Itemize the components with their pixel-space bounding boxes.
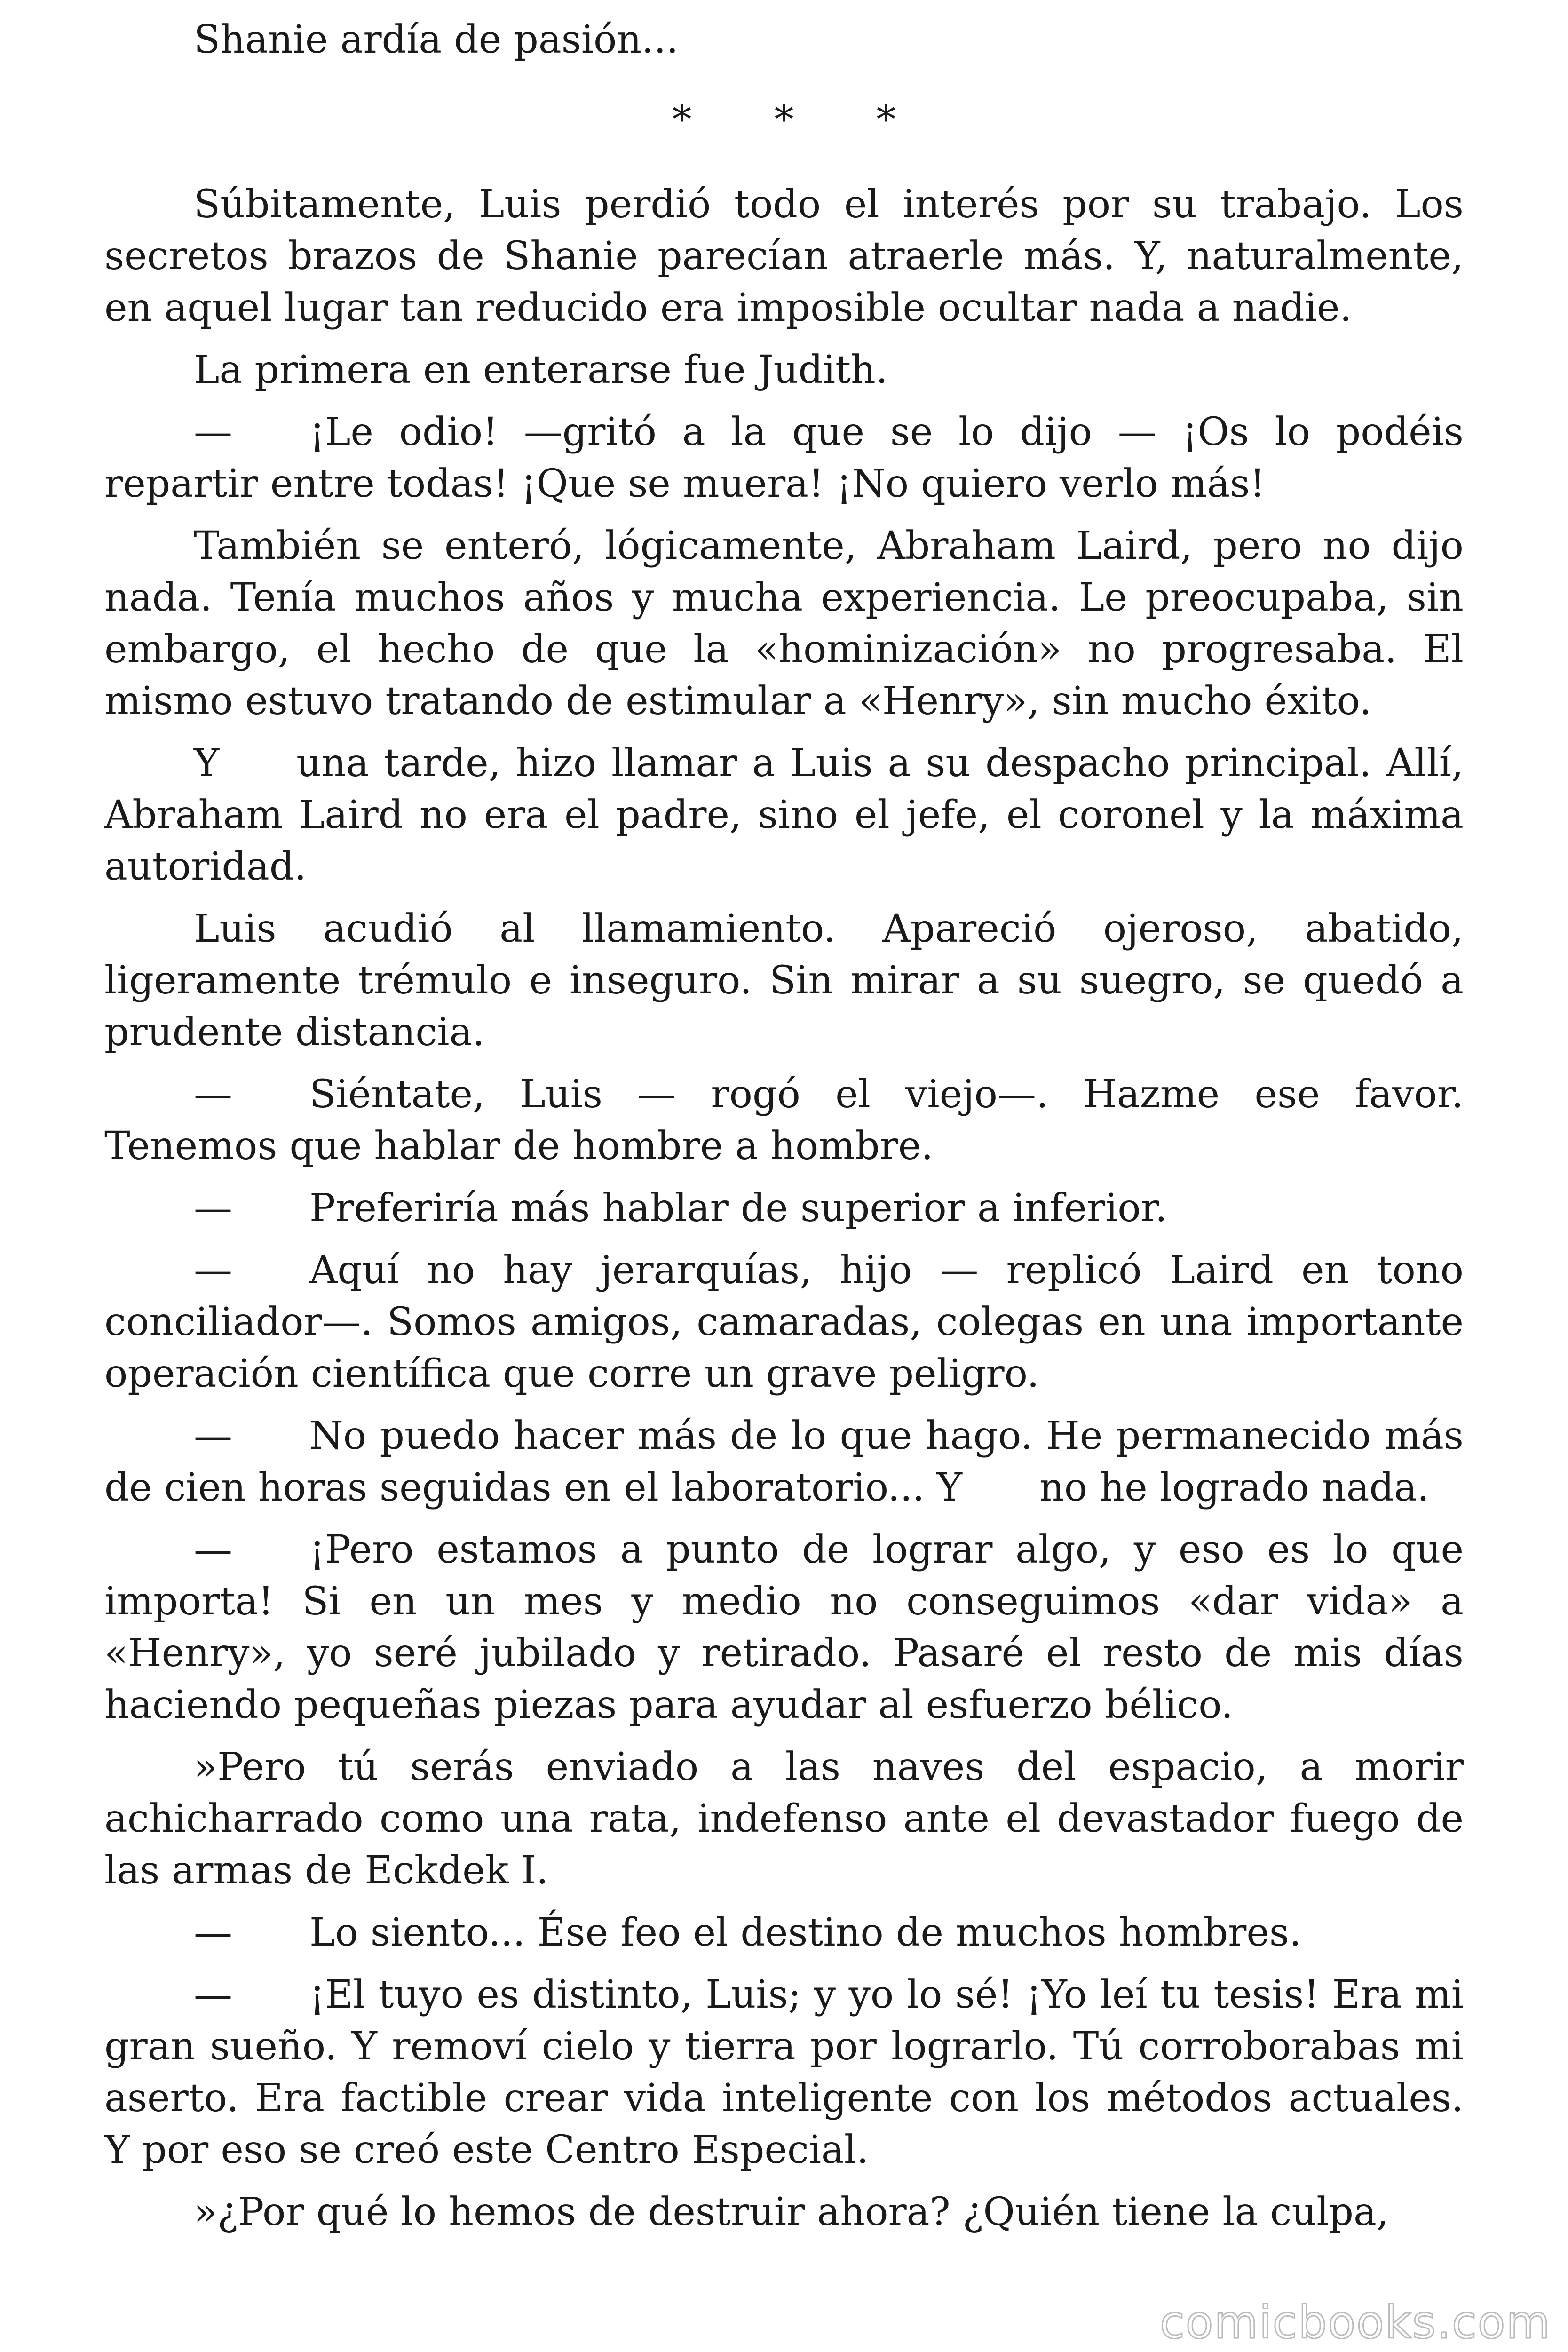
paragraph-12: »Pero tú serás enviado a las naves del espacio, a morir achicharrado como una rata, indefenso ante el devastador fuego de las armas de Eckdek I. [104,1745,1464,1893]
paragraph-10: — No puedo hacer más de lo que hago. He permanecido más de cien horas seguidas en el laboratorio... Y no he logrado nada. [104,1414,1464,1510]
paragraph-5: Y una tarde, hizo llamar a Luis a su despacho principal. Allí, Abraham Laird no era el padre, sino el jefe, el coronel y la máxima autoridad. [104,741,1464,889]
opening-line: Shanie ardía de pasión... [194,17,679,62]
book-page [104,14,1464,2249]
paragraph-9: — Aquí no hay jerarquías, hijo — replicó Laird en tono conciliador—. Somos amigos, camaradas, colegas en una importante operación científica que corre un grave peligro. [104,1248,1464,1396]
paragraph-15: »¿Por qué lo hemos de destruir ahora? ¿Quién tiene la culpa, [194,2190,1389,2234]
paragraph-7: — Siéntate, Luis — rogó el viejo—. Hazme ese favor. Tenemos que hablar de hombre a hombre. [104,1072,1464,1168]
watermark-logo: comicbooks.com [1159,2296,1551,2349]
paragraph-11: — ¡Pero estamos a punto de lograr algo, y eso es lo que importa! Si en un mes y medio no conseguimos «dar vida» a «Henry», yo seré jubilado y retirado. Pasaré el resto de mis días haciendo pequeñas piezas para ayudar al esfuerzo bélico. [104,1527,1464,1727]
paragraph-13: — Lo siento... Ése feo el destino de muchos hombres. [194,1910,1302,1955]
paragraph-1: Súbitamente, Luis perdió todo el interés por su trabajo. Los secretos brazos de Shanie parecían atraerle más. Y, naturalmente, en aquel lugar tan reducido era imposible ocultar nada a nadie. [104,182,1464,330]
paragraph-8: — Preferiría más hablar de superior a inferior. [194,1186,1167,1231]
paragraph-14: — ¡El tuyo es distinto, Luis; y yo lo sé! ¡Yo leí tu tesis! Era mi gran sueño. Y removí cielo y tierra por lograrlo. Tú corroborabas mi aserto. Era factible crear vida inteligente con los métodos actuales. Y por eso se creó este Centro Especial. [104,1972,1464,2172]
paragraph-3: — ¡Le odio! —gritó a la que se lo dijo — ¡Os lo podéis repartir entre todas! ¡Que se muera! ¡No quiero verlo más! [104,410,1464,506]
paragraph-6: Luis acudió al llamamiento. Apareció ojeroso, abatido, ligeramente trémulo e inseguro. Sin mirar a su suegro, se quedó a prudente distancia. [104,906,1464,1055]
paragraph-2: La primera en enterarse fue Judith. [194,348,888,392]
paragraph-4: También se enteró, lógicamente, Abraham Laird, pero no dijo nada. Tenía muchos años y mucha experiencia. Le preocupaba, sin embargo, el hecho de que la «hominización» no progresaba. El mismo estuvo tratando de estimular a «Henry», sin mucho éxito. [104,524,1464,723]
section-break: * * * [672,97,896,142]
